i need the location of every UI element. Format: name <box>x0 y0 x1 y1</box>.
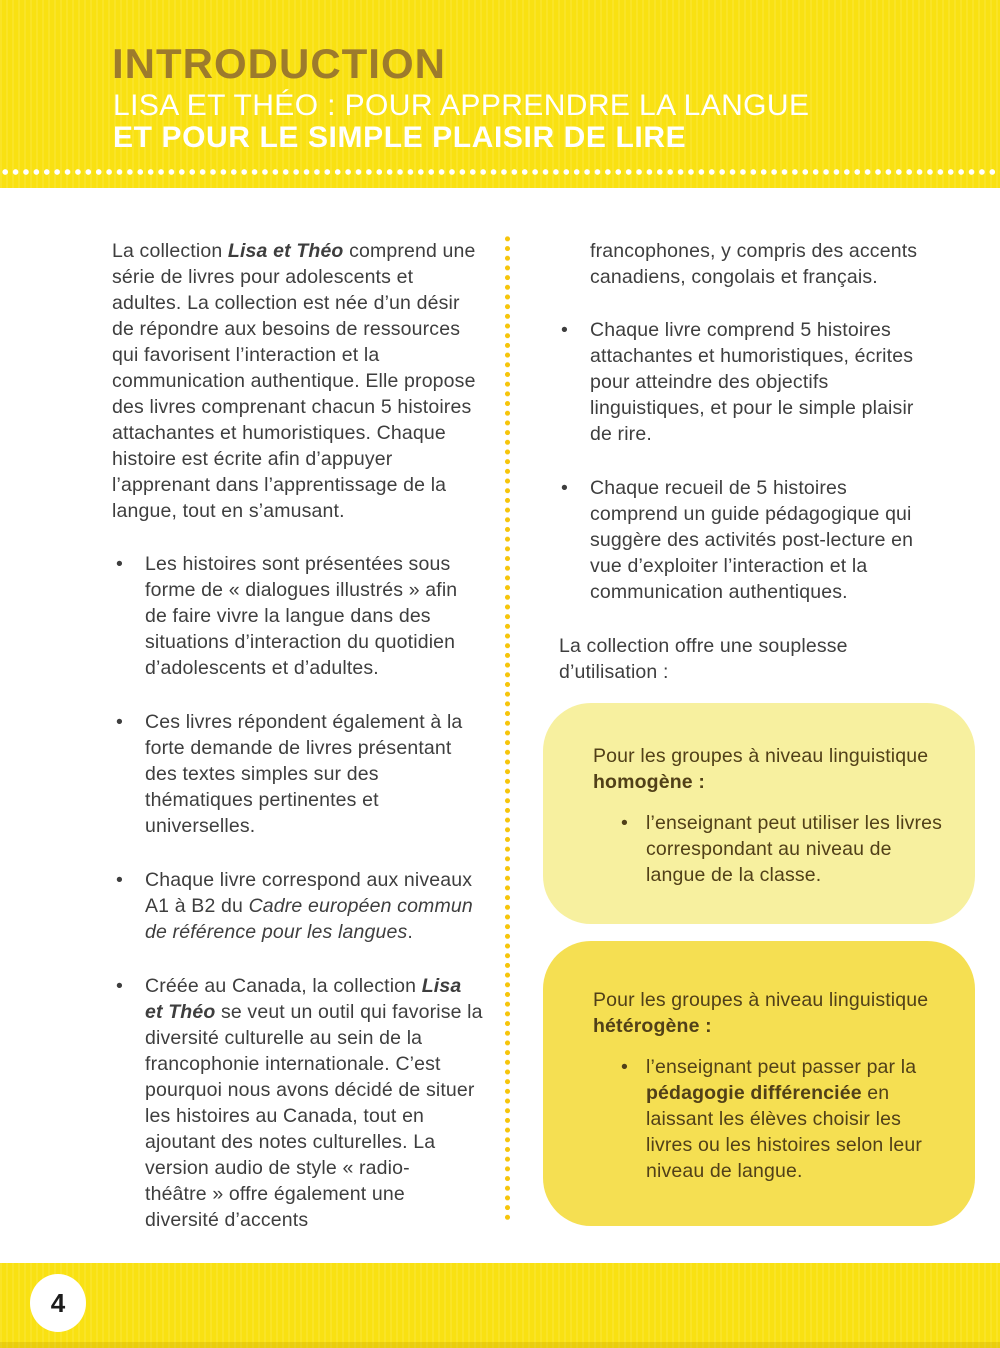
section-kicker: INTRODUCTION <box>112 40 446 87</box>
intro-paragraph <box>112 238 484 524</box>
text-segment: Chaque recueil de 5 histoires comprend un guide pédagogique qui suggère des activités post-lecture en vue d’exploiter l’interaction et la communication authentiques. <box>590 477 914 603</box>
homogene-box <box>543 703 975 924</box>
continuation-paragraph <box>557 238 933 290</box>
page-title-line1: LISA ET THÉO : POUR APPRENDRE LA LANGUE <box>113 89 810 122</box>
text-segment: hétérogène : <box>593 1015 712 1037</box>
souplesse-paragraph: La collection offre une souplesse d’utilisation : <box>559 635 848 683</box>
page-number-badge <box>30 1274 86 1332</box>
text-segment: pédagogie différenciée <box>646 1082 862 1104</box>
text-segment: La collection <box>112 240 228 262</box>
heterogene-box-heading <box>593 987 949 1039</box>
text-segment: Chaque livre comprend 5 histoires attachantes et humoristiques, écrites pour atteindre des objectifs linguistiques, et pour le simple plaisir de rire. <box>590 319 914 445</box>
text-segment: Ces livres répondent également à la forte demande de livres présentant des textes simples sur des thématiques pertinentes et universelles. <box>145 711 463 837</box>
bullet-item <box>557 317 933 447</box>
heterogene-box <box>543 941 975 1226</box>
text-segment: Lisa et Théo <box>145 975 462 1023</box>
header-dotted-separator <box>0 168 1000 176</box>
bullet-item <box>112 551 484 681</box>
text-segment: Chaque livre correspond aux niveaux A1 à B2 du <box>145 869 473 917</box>
text-segment: l’enseignant peut passer par la <box>646 1056 917 1078</box>
text-segment: francophones, y compris des accents canadiens, congolais et français. <box>590 240 918 288</box>
bullet-item <box>112 973 484 1233</box>
text-segment: Pour les groupes à niveau linguistique <box>593 989 929 1011</box>
bullet-item <box>112 709 484 839</box>
bullet-item <box>593 810 943 888</box>
text-segment: Cadre européen commun de référence pour les langues <box>145 895 473 943</box>
text-segment: l’enseignant peut utiliser les livres correspondant au niveau de langue de la classe. <box>646 812 943 886</box>
page-title-line2: ET POUR LE SIMPLE PLAISIR DE LIRE <box>113 121 687 154</box>
page-header <box>0 0 1000 188</box>
left-bullet-list <box>112 551 484 1233</box>
heterogene-box-list <box>593 1054 949 1184</box>
text-segment: homogène : <box>593 771 705 793</box>
page-footer <box>0 1263 1000 1348</box>
right-column <box>557 238 943 1226</box>
text-segment: en laissant les élèves choisir les livres ou les histoires selon leur niveau de langue. <box>646 1082 923 1182</box>
text-segment: Créée au Canada, la collection <box>145 975 422 997</box>
text-segment: comprend une série de livres pour adolescents et adultes. La collection est née d’un désir de répondre aux besoins de ressources qui favorisent l’interaction et la communication authentique. Elle propose des livres comprenant chacun 5 histoires attachantes et humoristiques. Chaque histoire est écrite afin d’appuyer l’apprenant dans l’apprentissage de la langue, tout en s’amusant. <box>112 240 476 522</box>
left-column <box>112 238 484 1261</box>
bullet-item <box>557 475 933 605</box>
homogene-box-list <box>593 810 943 888</box>
page-number: 4 <box>50 1287 66 1318</box>
homogene-box-heading <box>593 743 943 795</box>
bullet-item <box>112 867 484 945</box>
bullet-item <box>593 1054 949 1184</box>
text-segment: Les histoires sont présentées sous forme de « dialogues illustrés » afin de faire vivre la langue dans des situations d’interaction du quotidien d’adolescents et d’adultes. <box>145 553 458 679</box>
text-segment: se veut un outil qui favorise la diversité culturelle au sein de la francophonie internationale. C’est pourquoi nous avons décidé de situer les histoires au Canada, tout en ajoutant des notes culturelles. La version audio de style « radio-théâtre » offre également une diversité d’accents <box>145 1001 483 1231</box>
page-content <box>0 188 1000 1263</box>
text-segment: . <box>407 921 413 943</box>
column-divider-dots <box>503 234 512 1224</box>
text-segment: Pour les groupes à niveau linguistique <box>593 745 929 767</box>
right-bullet-list <box>557 317 933 605</box>
text-segment: Lisa et Théo <box>227 240 344 262</box>
